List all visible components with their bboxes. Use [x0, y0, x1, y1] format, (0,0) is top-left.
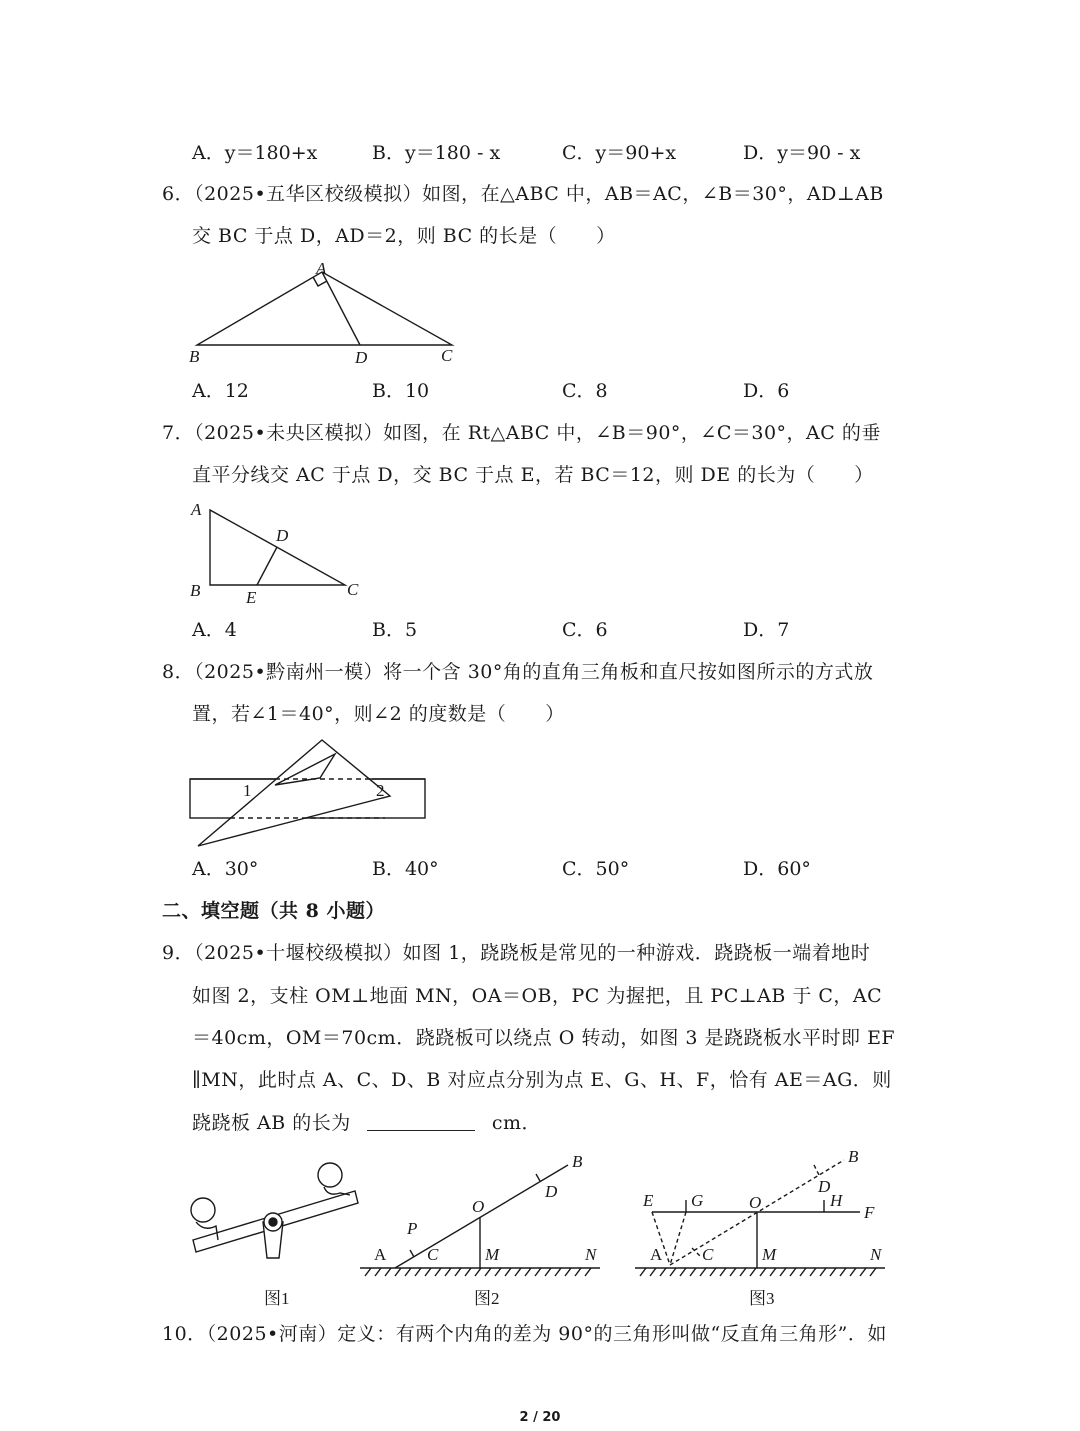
q8-option-c: C．50° — [562, 858, 630, 880]
fig2-label-n: N — [585, 1245, 597, 1264]
fig3-label-a: A — [650, 1245, 663, 1264]
fig2-label-b: B — [572, 1152, 583, 1171]
q5-option-d: D．y＝90 - x — [743, 142, 861, 164]
seesaw-picture — [191, 1163, 358, 1258]
fig3-label-d: D — [818, 1177, 831, 1196]
q5-option-b: B．y＝180 - x — [372, 142, 501, 164]
q9-line-4: ∥MN，此时点 A、C、D、B 对应点分别为点 E、G、H、F，恰有 AE＝AG．则 — [192, 1069, 892, 1091]
caption-fig3: 图3 — [749, 1289, 775, 1308]
q7-label-d: D — [276, 526, 289, 545]
q6-option-a: A．12 — [192, 380, 249, 402]
q7-option-b: B．5 — [372, 619, 418, 641]
q8-line-1: 8．（2025•黔南州一模）将一个含 30°角的直角三角板和直尺按如图所示的方式放 — [162, 661, 874, 683]
q6-line-1: 6．（2025•五华区校级模拟）如图，在△ABC 中，AB＝AC，∠B＝30°，AD⊥AB — [162, 183, 884, 205]
seesaw-diagram-2 — [360, 1152, 600, 1276]
caption-fig1: 图1 — [264, 1289, 290, 1308]
q6-triangle-figure — [189, 259, 453, 367]
q7-label-e: E — [246, 588, 257, 607]
q7-option-a: A．4 — [192, 619, 237, 641]
fig2-label-p: P — [407, 1219, 418, 1238]
q8-option-d: D．60° — [743, 858, 811, 880]
fig2-label-c: C — [427, 1245, 439, 1264]
q7-label-a: A — [191, 500, 202, 519]
q9-line-1: 9．（2025•十堰校级模拟）如图 1，跷跷板是常见的一种游戏．跷跷板一端着地时 — [162, 942, 871, 964]
q10-line-1: 10．（2025•河南）定义：有两个内角的差为 90°的三角形叫做“反直角三角形”．如 — [162, 1323, 887, 1345]
fig3-label-n: N — [870, 1245, 882, 1264]
q6-option-d: D．6 — [743, 380, 790, 402]
page-number: 2 / 20 — [519, 1410, 561, 1425]
fig3-label-g: G — [691, 1191, 704, 1210]
q5-option-c: C．y＝90+x — [562, 142, 677, 164]
q6-line-2: 交 BC 于点 D，AD＝2，则 BC 的长是（ ） — [192, 225, 616, 247]
set-square — [198, 740, 390, 846]
seesaw-diagram-3 — [635, 1147, 885, 1276]
q7-triangle-figure — [190, 500, 359, 607]
q5-option-a: A．y＝180+x — [192, 142, 318, 164]
q7-line-2: 直平分线交 AC 于点 D，交 BC 于点 E，若 BC＝12，则 DE 的长为（ ） — [192, 464, 874, 486]
fig3-label-o: O — [749, 1193, 762, 1212]
fig3-label-b: B — [848, 1147, 859, 1166]
q8-line-2: 置，若∠1＝40°，则∠2 的度数是（ ） — [192, 703, 565, 725]
q8-ruler-triangle-figure — [190, 740, 425, 846]
q6-label-a: A — [316, 259, 327, 278]
fig3-label-m: M — [762, 1245, 777, 1264]
q7-option-c: C．6 — [562, 619, 608, 641]
fig2-label-d: D — [545, 1182, 558, 1201]
q8-option-b: B．40° — [372, 858, 439, 880]
q7-option-d: D．7 — [743, 619, 790, 641]
q7-label-b: B — [190, 581, 201, 600]
q9-last-suffix: cm． — [491, 1112, 542, 1134]
fig3-label-e: E — [643, 1191, 654, 1210]
q7-label-c: C — [347, 580, 359, 599]
section-heading: 二、填空题（共 8 小题） — [162, 900, 385, 922]
q8-angle-2: 2 — [376, 781, 385, 800]
fig2-label-o: O — [472, 1197, 485, 1216]
fig2-label-a: A — [374, 1245, 387, 1264]
q7-line-1: 7．（2025•未央区模拟）如图，在 Rt△ABC 中，∠B＝90°，∠C＝30°，AC 的垂 — [162, 422, 881, 444]
q9-last-prefix: 跷跷板 AB 的长为 — [192, 1112, 351, 1134]
fig3-label-h: H — [830, 1191, 843, 1210]
q8-option-a: A．30° — [192, 858, 259, 880]
q6-option-c: C．8 — [562, 380, 608, 402]
q6-label-d: D — [355, 348, 368, 367]
q9-line-2: 如图 2，支柱 OM⊥地面 MN，OA＝OB，PC 为握把，且 PC⊥AB 于 C，AC — [192, 985, 883, 1007]
q6-option-b: B．10 — [372, 380, 430, 402]
q6-label-c: C — [441, 346, 453, 365]
fig3-label-c: C — [702, 1245, 714, 1264]
fig2-label-m: M — [485, 1245, 500, 1264]
q6-label-b: B — [189, 347, 200, 366]
fig3-label-f: F — [864, 1203, 875, 1222]
q8-angle-1: 1 — [243, 781, 252, 800]
q9-line-3: ＝40cm，OM＝70cm．跷跷板可以绕点 O 转动，如图 3 是跷跷板水平时即 EF — [192, 1027, 896, 1049]
caption-fig2: 图2 — [474, 1289, 500, 1308]
